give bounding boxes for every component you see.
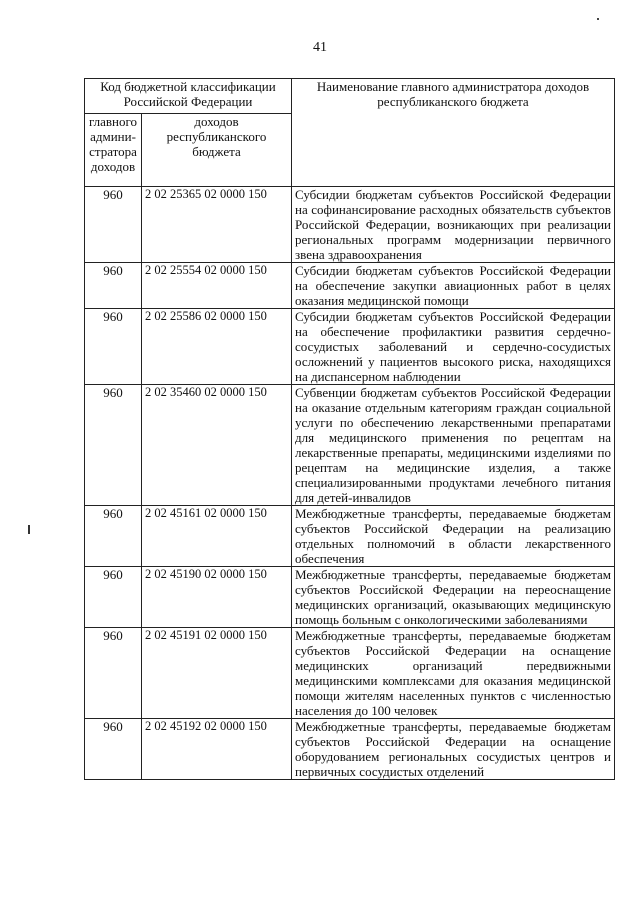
table-row bbox=[85, 506, 615, 567]
income-name-cell: Межбюджетные трансферты, передаваемые бюджетам субъектов Российской Федерации на реализацию отдельных полномочий в области лекарственного обеспечения bbox=[292, 506, 615, 567]
admin-code-cell: 960 bbox=[85, 628, 142, 719]
income-name-cell: Межбюджетные трансферты, передаваемые бюджетам субъектов Российской Федерации на оснащение оборудованием региональных сосудистых центров и первичных сосудистых отделений bbox=[292, 719, 615, 780]
header-col-admin: главного админи-стратора доходов bbox=[85, 114, 142, 187]
admin-code-cell: 960 bbox=[85, 309, 142, 385]
admin-code-cell: 960 bbox=[85, 719, 142, 780]
table-row bbox=[85, 567, 615, 628]
admin-code-cell: 960 bbox=[85, 385, 142, 506]
income-name-cell: Субвенции бюджетам субъектов Российской Федерации на оказание отдельным категориям граждан социальной услуги по обеспечению лекарственными препаратами для медицинского применения по рецептам на лекарственные препараты, медицинскими изделиями по рецептам на медицинские изделия, а также специализированными продуктами лечебного питания для детей-инвалидов bbox=[292, 385, 615, 506]
admin-code-cell: 960 bbox=[85, 187, 142, 263]
income-code-cell: 2 02 45192 02 0000 150 bbox=[142, 719, 292, 780]
income-name-cell: Межбюджетные трансферты, передаваемые бюджетам субъектов Российской Федерации на оснащение медицинских организаций передвижными медицинскими комплексами для оказания медицинской помощи жителям населенных пунктов с численностью населения до 100 человек bbox=[292, 628, 615, 719]
table-row bbox=[85, 385, 615, 506]
budget-classification-table bbox=[84, 78, 615, 780]
table-row bbox=[85, 263, 615, 309]
admin-code-cell: 960 bbox=[85, 263, 142, 309]
header-col-income: доходов республиканского бюджета bbox=[142, 114, 292, 187]
income-code-cell: 2 02 45190 02 0000 150 bbox=[142, 567, 292, 628]
header-admin-name: Наименование главного администратора доходов республиканского бюджета bbox=[292, 79, 615, 187]
table-row bbox=[85, 309, 615, 385]
income-code-cell: 2 02 25586 02 0000 150 bbox=[142, 309, 292, 385]
income-name-cell: Субсидии бюджетам субъектов Российской Федерации на обеспечение закупки авиационных работ в целях оказания медицинской помощи bbox=[292, 263, 615, 309]
header-classification-group: Код бюджетной классификации Российской Федерации bbox=[85, 79, 292, 114]
scan-speck bbox=[597, 18, 599, 20]
income-code-cell: 2 02 25365 02 0000 150 bbox=[142, 187, 292, 263]
page-number: 41 bbox=[313, 40, 327, 55]
income-name-cell: Межбюджетные трансферты, передаваемые бюджетам субъектов Российской Федерации на переоснащение медицинских организаций, оказывающих медицинскую помощь больным с онкологическими заболеваниями bbox=[292, 567, 615, 628]
table-row bbox=[85, 719, 615, 780]
income-code-cell: 2 02 45191 02 0000 150 bbox=[142, 628, 292, 719]
income-name-cell: Субсидии бюджетам субъектов Российской Федерации на обеспечение профилактики развития сердечно-сосудистых заболеваний и сердечно-сосудистых осложнений у пациентов высокого риска, находящихся на диспансерном наблюдении bbox=[292, 309, 615, 385]
income-code-cell: 2 02 45161 02 0000 150 bbox=[142, 506, 292, 567]
income-code-cell: 2 02 35460 02 0000 150 bbox=[142, 385, 292, 506]
margin-mark bbox=[28, 525, 30, 534]
admin-code-cell: 960 bbox=[85, 567, 142, 628]
table-row bbox=[85, 628, 615, 719]
income-name-cell: Субсидии бюджетам субъектов Российской Федерации на софинансирование расходных обязательств субъектов Российской Федерации, возникающих при реализации региональных программ модернизации первичного звена здравоохранения bbox=[292, 187, 615, 263]
table-row bbox=[85, 187, 615, 263]
admin-code-cell: 960 bbox=[85, 506, 142, 567]
income-code-cell: 2 02 25554 02 0000 150 bbox=[142, 263, 292, 309]
